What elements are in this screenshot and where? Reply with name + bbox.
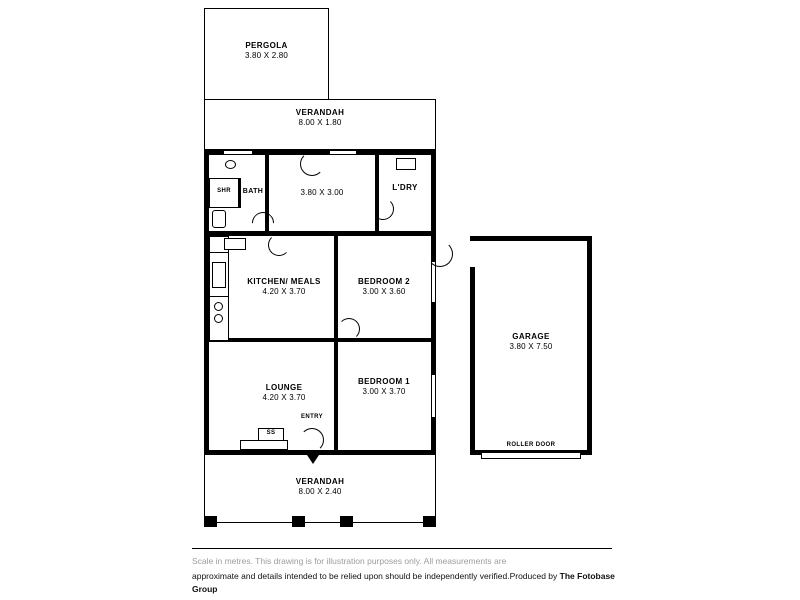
room-label-central [272, 188, 372, 198]
room-label-pergola [204, 41, 329, 61]
house-wall-bottom [204, 450, 436, 455]
door-arc-bedroom2 [338, 318, 360, 340]
kitchen-sink-fixture [214, 302, 223, 311]
door-arc-top-center [300, 152, 324, 176]
room-name: VERANDAH [295, 477, 345, 486]
room-dim: 3.00 X 3.70 [362, 387, 406, 396]
label-ss [258, 430, 284, 438]
footer-divider [192, 548, 612, 549]
room-name: BEDROOM 1 [357, 377, 411, 386]
room-name: PERGOLA [245, 41, 288, 50]
room-label-lounge [236, 383, 332, 403]
label-bath [240, 188, 266, 197]
verandah-bottom-base [204, 522, 436, 523]
room-dim: 3.80 X 7.50 [509, 342, 553, 351]
garage-wall-top [470, 236, 592, 241]
room-dim: 3.00 X 3.60 [362, 287, 406, 296]
window-bed2-right [431, 262, 436, 302]
kitchen-sink-fixture-2 [214, 314, 223, 323]
room-label-verandah-bottom [204, 477, 436, 497]
verandah-post-2 [292, 516, 305, 527]
kitchen-bench-line-1 [209, 252, 229, 253]
room-dim: 4.20 X 3.70 [262, 393, 306, 402]
room-name: GARAGE [512, 332, 550, 341]
room-dim: 3.80 X 2.80 [244, 51, 289, 60]
room-name: VERANDAH [295, 108, 345, 117]
verandah-post-4 [423, 516, 436, 527]
room-name: L'DRY [392, 183, 418, 192]
footer-line-2 [192, 570, 622, 596]
wall-row2-bottom [204, 338, 436, 342]
room-name: SHR [217, 188, 231, 194]
footer-produced-by: Produced by [509, 571, 560, 581]
entry-direction-marker [307, 455, 319, 464]
room-dim: 3.80 X 3.00 [300, 188, 344, 197]
ss-text: SS [266, 430, 276, 436]
label-roller-door [470, 442, 592, 450]
door-arc-garage [427, 241, 453, 267]
kitchen-cooktop-fixture [212, 262, 226, 288]
room-dim: 8.00 X 2.40 [298, 487, 342, 496]
door-arc-ldry [372, 198, 394, 220]
door-arc-kitchen-hall [268, 234, 290, 256]
window-top-1 [224, 150, 252, 155]
label-entry [290, 414, 334, 422]
verandah-post-3 [340, 516, 353, 527]
wall-row1-bottom [204, 231, 436, 236]
window-bed1-right [431, 375, 436, 417]
door-arc-entry [300, 428, 324, 452]
room-dim: 8.00 X 1.80 [298, 118, 342, 127]
laundry-trough-fixture [396, 158, 416, 170]
room-name: LOUNGE [265, 383, 303, 392]
footer-disclaimer-line2: approximate and details intended to be relied upon should be independently verified. [192, 571, 510, 581]
garage-door-opening [470, 241, 475, 267]
room-label-ldry [379, 183, 431, 193]
room-label-garage [470, 332, 592, 352]
room-label-kitchen [236, 277, 332, 297]
roller-door-text: ROLLER DOOR [506, 442, 556, 448]
verandah-post-1 [204, 516, 217, 527]
room-name: BEDROOM 2 [357, 277, 411, 286]
footer-line-1 [192, 555, 622, 568]
room-label-verandah-top [204, 108, 436, 128]
room-label-bedroom2 [338, 277, 430, 297]
wall-ldry-left [375, 155, 379, 231]
footer-disclaimer-line1: Scale in metres. This drawing is for illustration purposes only. All measurements are [192, 556, 507, 566]
window-top-2 [330, 150, 356, 155]
lounge-window-sill [240, 440, 288, 450]
room-label-bedroom1 [338, 377, 430, 397]
roller-door-panel [481, 452, 581, 459]
bathtub-fixture [212, 210, 226, 228]
room-name: BATH [242, 188, 264, 195]
footer-company-name: The Fotobase Group [192, 571, 615, 594]
room-dim: 4.20 X 3.70 [262, 287, 306, 296]
kitchen-upper-cabinet [224, 238, 246, 250]
entry-text: ENTRY [300, 414, 324, 420]
basin-fixture [225, 160, 236, 169]
room-name: KITCHEN/ MEALS [247, 277, 321, 286]
kitchen-bench-line-2 [209, 296, 229, 297]
label-shr [209, 188, 239, 196]
